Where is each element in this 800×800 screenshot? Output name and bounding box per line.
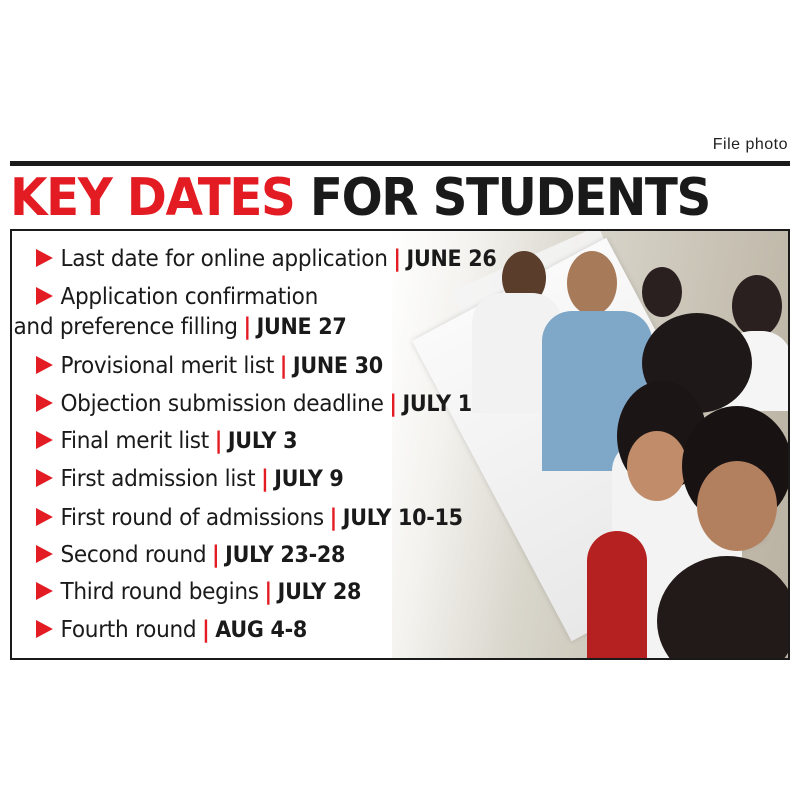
item-label: Third round begins [60,579,259,605]
separator: | [389,391,397,417]
separator: | [329,505,338,531]
key-dates-list [12,231,790,660]
item-date: AUG 4-8 [215,618,307,643]
list-item [13,282,347,343]
list-item [36,389,472,420]
photo-credit: File photo [712,136,788,153]
separator: | [211,542,220,568]
item-date: JULY 10-15 [342,506,463,531]
headline [10,166,710,230]
item-date: JUNE 27 [256,315,347,340]
item-label: First round of admissions [60,505,324,531]
red-arrow-bullet-icon [36,356,53,374]
red-arrow-bullet-icon [36,620,53,638]
item-label-continued: and preference filling [13,314,238,340]
item-label: Final merit list [60,428,209,454]
item-label: Second round [60,542,207,568]
list-item [36,615,307,646]
separator: | [264,579,273,605]
list-item [36,503,463,534]
separator: | [393,246,401,272]
item-date: JULY 9 [274,467,344,492]
item-label: Application confirmation [60,284,319,310]
red-arrow-bullet-icon [36,469,53,487]
red-arrow-bullet-icon [36,394,53,412]
separator: | [260,466,269,492]
list-item [36,540,345,571]
separator: | [243,314,251,340]
list-item [36,244,496,275]
item-label: Objection submission deadline [60,391,384,417]
separator: | [214,428,223,454]
item-date: JUNE 30 [292,354,383,379]
headline-highlight: KEY DATES [10,168,295,228]
item-date: JULY 28 [277,580,362,605]
list-item [36,426,297,457]
item-label: Fourth round [60,617,197,643]
item-date: JULY 3 [227,429,298,454]
list-item [36,464,344,495]
dates-panel [10,229,790,660]
red-arrow-bullet-icon [36,545,53,563]
headline-rest: FOR STUDENTS [309,168,710,228]
red-arrow-bullet-icon [36,287,53,305]
separator: | [279,353,288,379]
item-date: JULY 23-28 [225,543,346,568]
red-arrow-bullet-icon [36,582,53,600]
item-date: JULY 1 [402,392,472,417]
item-date: JUNE 26 [406,247,497,272]
item-label: Provisional merit list [60,353,275,379]
list-item [36,577,361,608]
red-arrow-bullet-icon [36,508,53,526]
red-arrow-bullet-icon [36,249,53,267]
item-label: First admission list [60,466,256,492]
item-label: Last date for online application [60,246,388,272]
red-arrow-bullet-icon [36,431,53,449]
separator: | [202,617,210,643]
list-item [36,351,383,382]
